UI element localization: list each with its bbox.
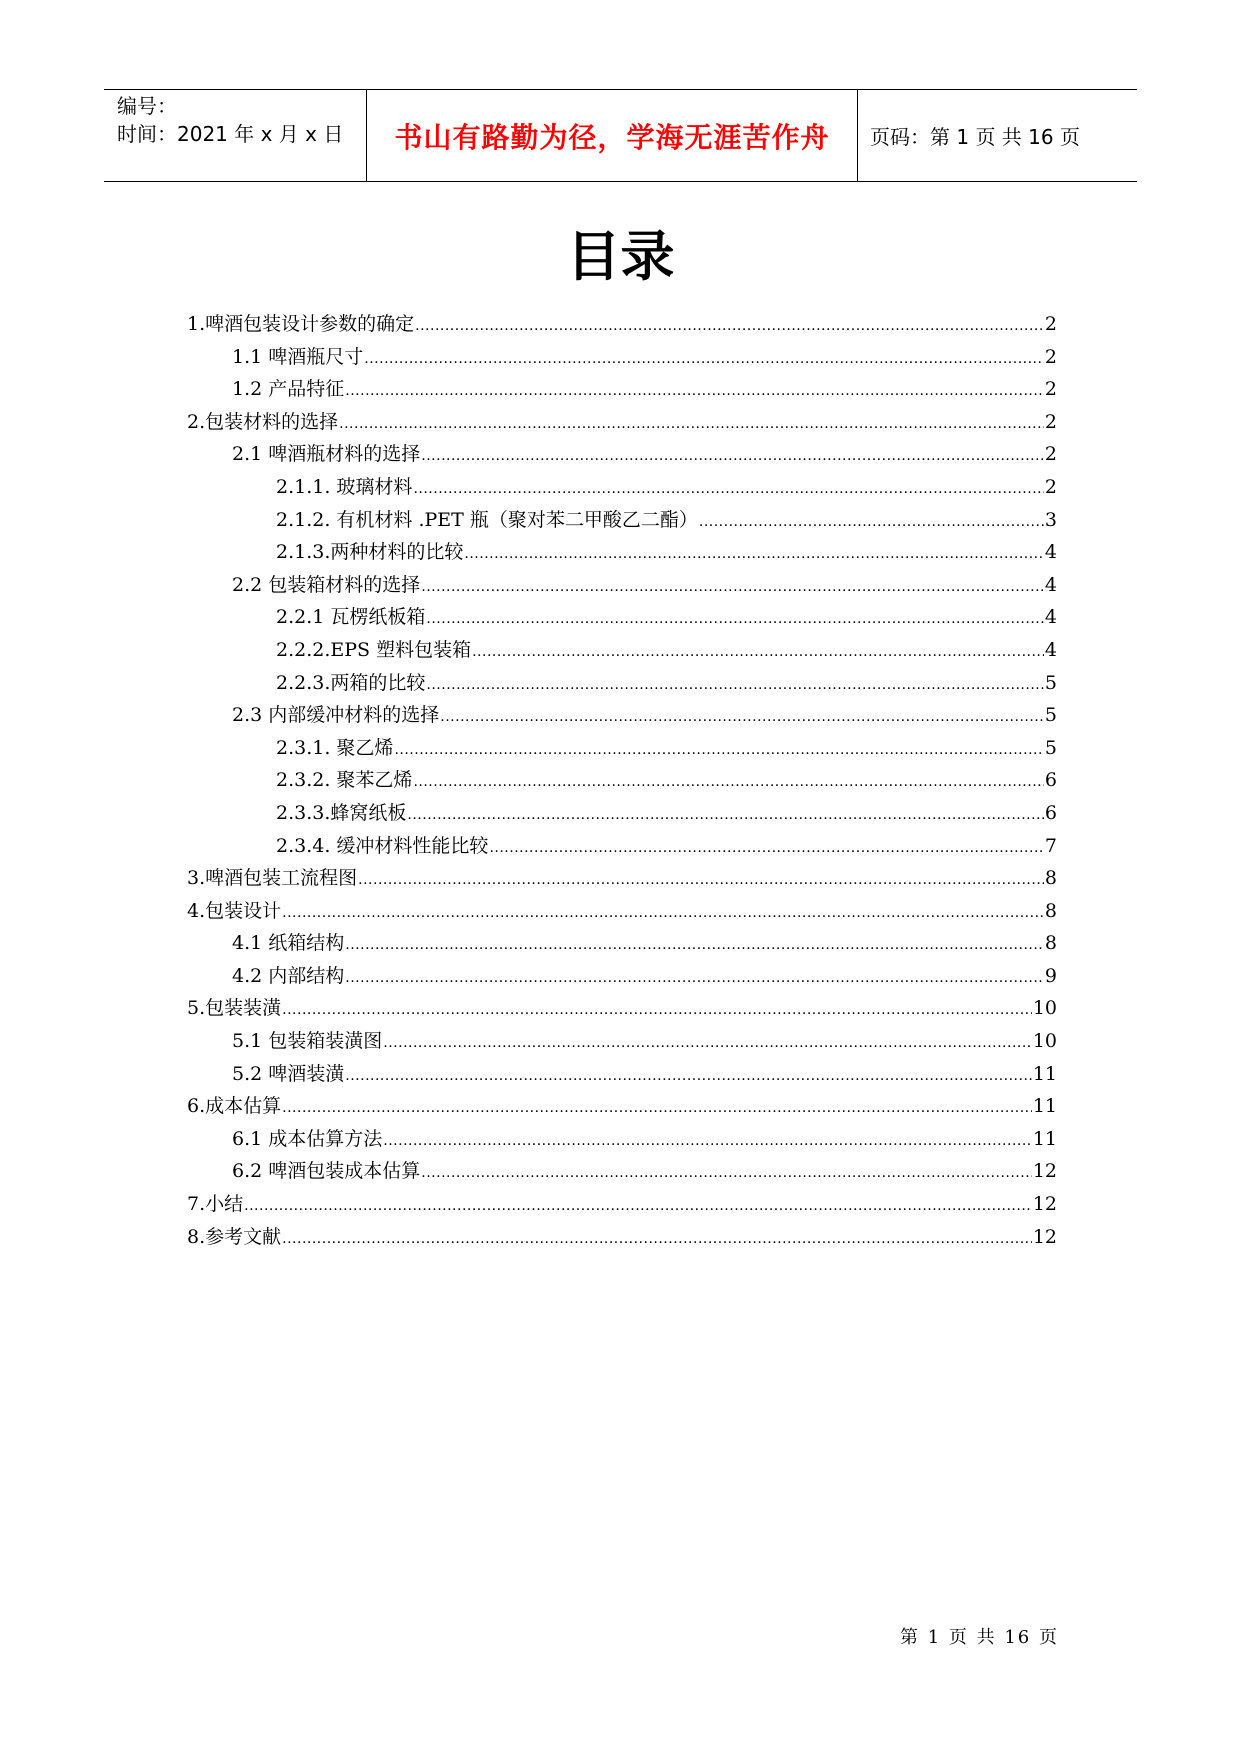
toc-dot-leader [421,440,1044,473]
toc-entry-title: 6.2 啤酒包装成本估算 [232,1160,421,1183]
toc-dot-leader [364,343,1044,376]
toc-entry-title: 1.2 产品特征 [232,378,345,401]
toc-entry[interactable] [187,536,1057,569]
toc-entry-title: 1.1 啤酒瓶尺寸 [232,345,364,368]
toc-entry-title: 2.3.4. 缓冲材料性能比较 [276,834,489,857]
toc-entry-title: 2.3.3.蜂窝纸板 [276,801,407,824]
toc-entry-page: 8 [1044,899,1057,922]
toc-dot-leader [282,897,1044,930]
toc-entry-page: 10 [1032,997,1057,1020]
toc-entry-title: 4.1 纸箱结构 [232,932,345,955]
toc-dot-leader [421,571,1044,604]
toc-dot-leader [244,1190,1032,1223]
toc-entry-page: 2 [1044,345,1057,368]
toc-entry[interactable] [187,895,1057,928]
toc-dot-leader [345,929,1044,962]
toc-entry-page: 6 [1044,769,1057,792]
toc-dot-leader [421,1157,1032,1190]
table-of-contents [187,308,1057,1253]
toc-entry-page: 12 [1032,1225,1057,1248]
toc-entry-title: 2.1 啤酒瓶材料的选择 [232,443,421,466]
toc-entry-page: 6 [1044,801,1057,824]
toc-entry-title: 4.2 内部结构 [232,964,345,987]
toc-entry[interactable] [187,1025,1057,1058]
toc-entry-title: 2.1.1. 玻璃材料 [276,475,413,498]
toc-entry[interactable] [187,1090,1057,1123]
toc-entry-page: 4 [1044,606,1057,629]
toc-entry[interactable] [187,992,1057,1025]
time-label: 时间：2021 年 x 月 x 日 [117,122,344,146]
toc-entry-title: 2.1.3.两种材料的比较 [276,541,464,564]
toc-entry-title: 4.包装设计 [187,899,282,922]
toc-entry[interactable] [187,1123,1057,1156]
toc-dot-leader [282,1223,1032,1256]
page-footer: 第 1 页 共 16 页 [900,1627,1059,1648]
toc-entry-title: 2.3 内部缓冲材料的选择 [232,704,440,727]
toc-entry-page: 2 [1044,475,1057,498]
toc-entry-title: 2.3.2. 聚苯乙烯 [276,769,413,792]
toc-entry[interactable] [187,1058,1057,1091]
toc-dot-leader [415,310,1044,343]
toc-entry[interactable] [187,667,1057,700]
toc-dot-leader [282,994,1032,1027]
toc-dot-leader [383,1027,1032,1060]
page-title: 目录 [566,225,675,288]
toc-dot-leader [413,473,1043,506]
toc-entry-page: 2 [1044,313,1057,335]
toc-entry-page: 11 [1032,1095,1057,1118]
toc-entry[interactable] [187,438,1057,471]
page-info: 页码：第 1 页 共 16 页 [870,125,1080,149]
number-label: 编号： [117,94,177,118]
toc-entry-title: 6.1 成本估算方法 [232,1127,383,1150]
toc-dot-leader [426,669,1044,702]
header-left-cell [104,90,367,181]
toc-entry-title: 2.3.1. 聚乙烯 [276,736,394,759]
toc-entry-title: 2.2.2.EPS 塑料包装箱 [276,638,472,661]
toc-entry-page: 4 [1044,541,1057,564]
toc-entry-title: 6.成本估算 [187,1095,282,1118]
toc-dot-leader [413,766,1043,799]
toc-entry[interactable] [187,699,1057,732]
toc-entry[interactable] [187,373,1057,406]
toc-entry-page: 11 [1032,1127,1057,1150]
toc-entry-page: 2 [1044,378,1057,401]
toc-entry[interactable] [187,1155,1057,1188]
toc-entry-title: 2.1.2. 有机材料 .PET 瓶（聚对苯二甲酸乙二酯） [276,508,698,531]
toc-dot-leader [407,799,1044,832]
toc-dot-leader [345,962,1044,995]
toc-entry-title: 1.啤酒包装设计参数的确定 [187,313,415,335]
toc-entry[interactable] [187,1221,1057,1254]
toc-entry[interactable] [187,764,1057,797]
toc-entry-page: 12 [1032,1160,1057,1183]
toc-entry[interactable] [187,341,1057,374]
toc-entry-page: 8 [1044,867,1057,890]
toc-entry[interactable] [187,1188,1057,1221]
toc-entry-page: 8 [1044,932,1057,955]
toc-entry-title: 5.1 包装箱装潢图 [232,1030,383,1053]
toc-entry[interactable] [187,601,1057,634]
toc-dot-leader [339,408,1044,441]
toc-dot-leader [699,506,1044,539]
toc-dot-leader [282,1092,1032,1125]
toc-entry-page: 11 [1032,1062,1057,1085]
toc-entry[interactable] [187,634,1057,667]
toc-entry-title: 2.包装材料的选择 [187,410,339,433]
toc-entry-title: 3.啤酒包装工流程图 [187,867,358,890]
toc-entry[interactable] [187,862,1057,895]
toc-entry-page: 9 [1044,964,1057,987]
toc-entry-page: 12 [1032,1193,1057,1216]
toc-dot-leader [345,1060,1032,1093]
toc-entry-title: 7.小结 [187,1193,244,1216]
motto-text: 书山有路勤为径，学海无涯苦作舟 [394,120,830,154]
toc-entry-page: 5 [1044,671,1057,694]
toc-dot-leader [472,636,1044,669]
toc-entry-page: 5 [1044,704,1057,727]
toc-entry-page: 4 [1044,638,1057,661]
header-motto-cell [367,90,858,181]
toc-dot-leader [345,375,1044,408]
toc-entry[interactable] [187,569,1057,602]
toc-entry[interactable] [187,960,1057,993]
toc-dot-leader [394,734,1043,767]
toc-entry-page: 10 [1032,1030,1057,1053]
toc-entry[interactable] [187,308,1057,341]
toc-entry-page: 2 [1044,410,1057,433]
toc-entry-page: 3 [1044,508,1057,531]
toc-entry-page: 5 [1044,736,1057,759]
toc-dot-leader [464,538,1044,571]
toc-entry-page: 2 [1044,443,1057,466]
toc-entry-title: 2.2.1 瓦楞纸板箱 [276,606,426,629]
toc-entry[interactable] [187,406,1057,439]
toc-entry-title: 2.2.3.两箱的比较 [276,671,426,694]
toc-entry[interactable] [187,927,1057,960]
toc-dot-leader [489,832,1043,865]
toc-entry[interactable] [187,504,1057,537]
toc-dot-leader [426,603,1044,636]
page-header [104,89,1137,182]
toc-dot-leader [383,1125,1032,1158]
toc-entry-title: 2.2 包装箱材料的选择 [232,573,421,596]
toc-entry[interactable] [187,732,1057,765]
toc-entry-title: 5.包装装潢 [187,997,282,1020]
toc-entry-page: 7 [1044,834,1057,857]
toc-entry-title: 8.参考文献 [187,1225,282,1248]
header-page-cell [858,90,1137,181]
toc-entry-title: 5.2 啤酒装潢 [232,1062,345,1085]
toc-entry[interactable] [187,471,1057,504]
toc-entry[interactable] [187,830,1057,863]
toc-dot-leader [440,701,1044,734]
toc-entry-page: 4 [1044,573,1057,596]
toc-entry[interactable] [187,797,1057,830]
toc-dot-leader [358,864,1044,897]
